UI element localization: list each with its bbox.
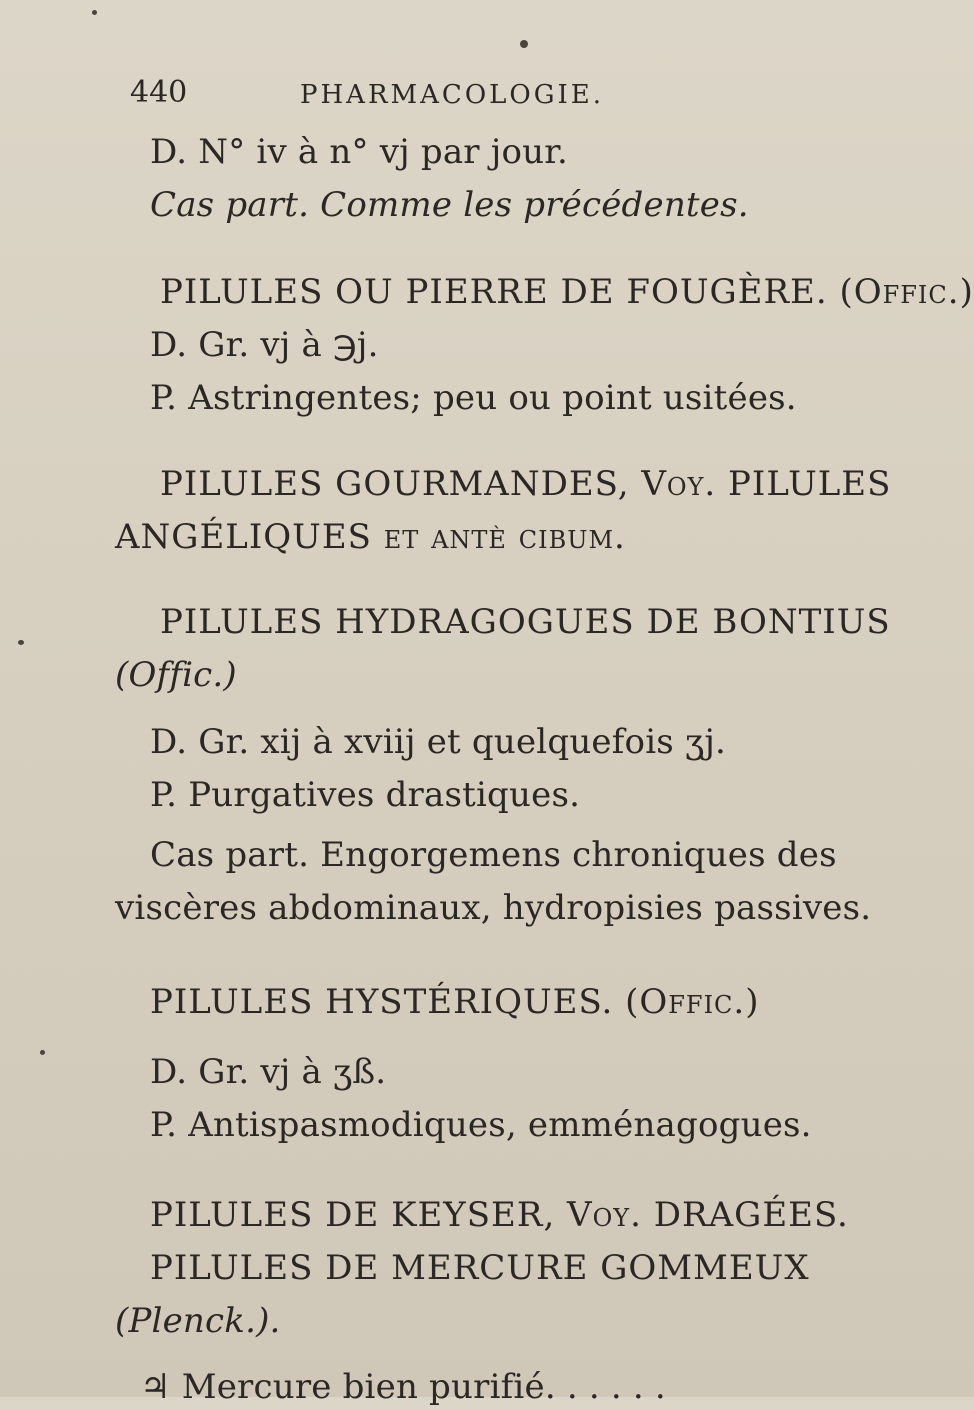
text-line-plenck: (Plenck.). xyxy=(115,1301,281,1341)
running-title: PHARMACOLOGIE. xyxy=(300,80,604,110)
paper-speck xyxy=(92,10,97,15)
entry-heading-gourmandes: PILULES GOURMANDES, Voy. PILULES xyxy=(160,464,892,504)
text-line-cas-part: Cas part. Engorgemens chroniques des xyxy=(150,835,837,875)
text-line-visceres: viscères abdominaux, hydropisies passives. xyxy=(115,888,872,928)
text-line-angeliques: ANGÉLIQUES et antè cibum. xyxy=(115,517,626,557)
text-line-mercure: ♃ Mercure bien purifié. . . . . . xyxy=(140,1367,666,1407)
text-line-dose: D. Gr. vj à ʒß. xyxy=(150,1052,387,1092)
paper-speck xyxy=(40,1050,45,1055)
entry-heading-pierre-fougere: PILULES OU PIERRE DE FOUGÈRE. (Offic.) xyxy=(160,272,974,312)
text-line-dose: D. Gr. xij à xviij et quelquefois ʒj. xyxy=(150,722,727,762)
entry-heading-hysteriques: PILULES HYSTÉRIQUES. (Offic.) xyxy=(150,982,760,1022)
text-line-dose: D. Gr. vj à ℈j. xyxy=(150,325,379,365)
entry-heading-mercure-gommeux: PILULES DE MERCURE GOMMEUX xyxy=(150,1248,810,1288)
text-line-properties: P. Antispasmodiques, emménagogues. xyxy=(150,1105,812,1145)
entry-heading-hydragogues: PILULES HYDRAGOGUES DE BONTIUS xyxy=(160,602,891,642)
entry-heading-keyser: PILULES DE KEYSER, Voy. DRAGÉES. xyxy=(150,1195,849,1235)
text-line-properties: P. Astringentes; peu ou point usitées. xyxy=(150,378,797,418)
text-line-dose: D. N° iv à n° vj par jour. xyxy=(150,132,568,172)
text-line-offic: (Offic.) xyxy=(115,655,237,695)
paper-speck xyxy=(520,40,528,48)
text-line-cas-part: Cas part. Comme les précédentes. xyxy=(150,185,749,225)
paper-speck xyxy=(18,640,24,645)
text-line-properties: P. Purgatives drastiques. xyxy=(150,775,581,815)
page-number: 440 xyxy=(130,75,188,110)
